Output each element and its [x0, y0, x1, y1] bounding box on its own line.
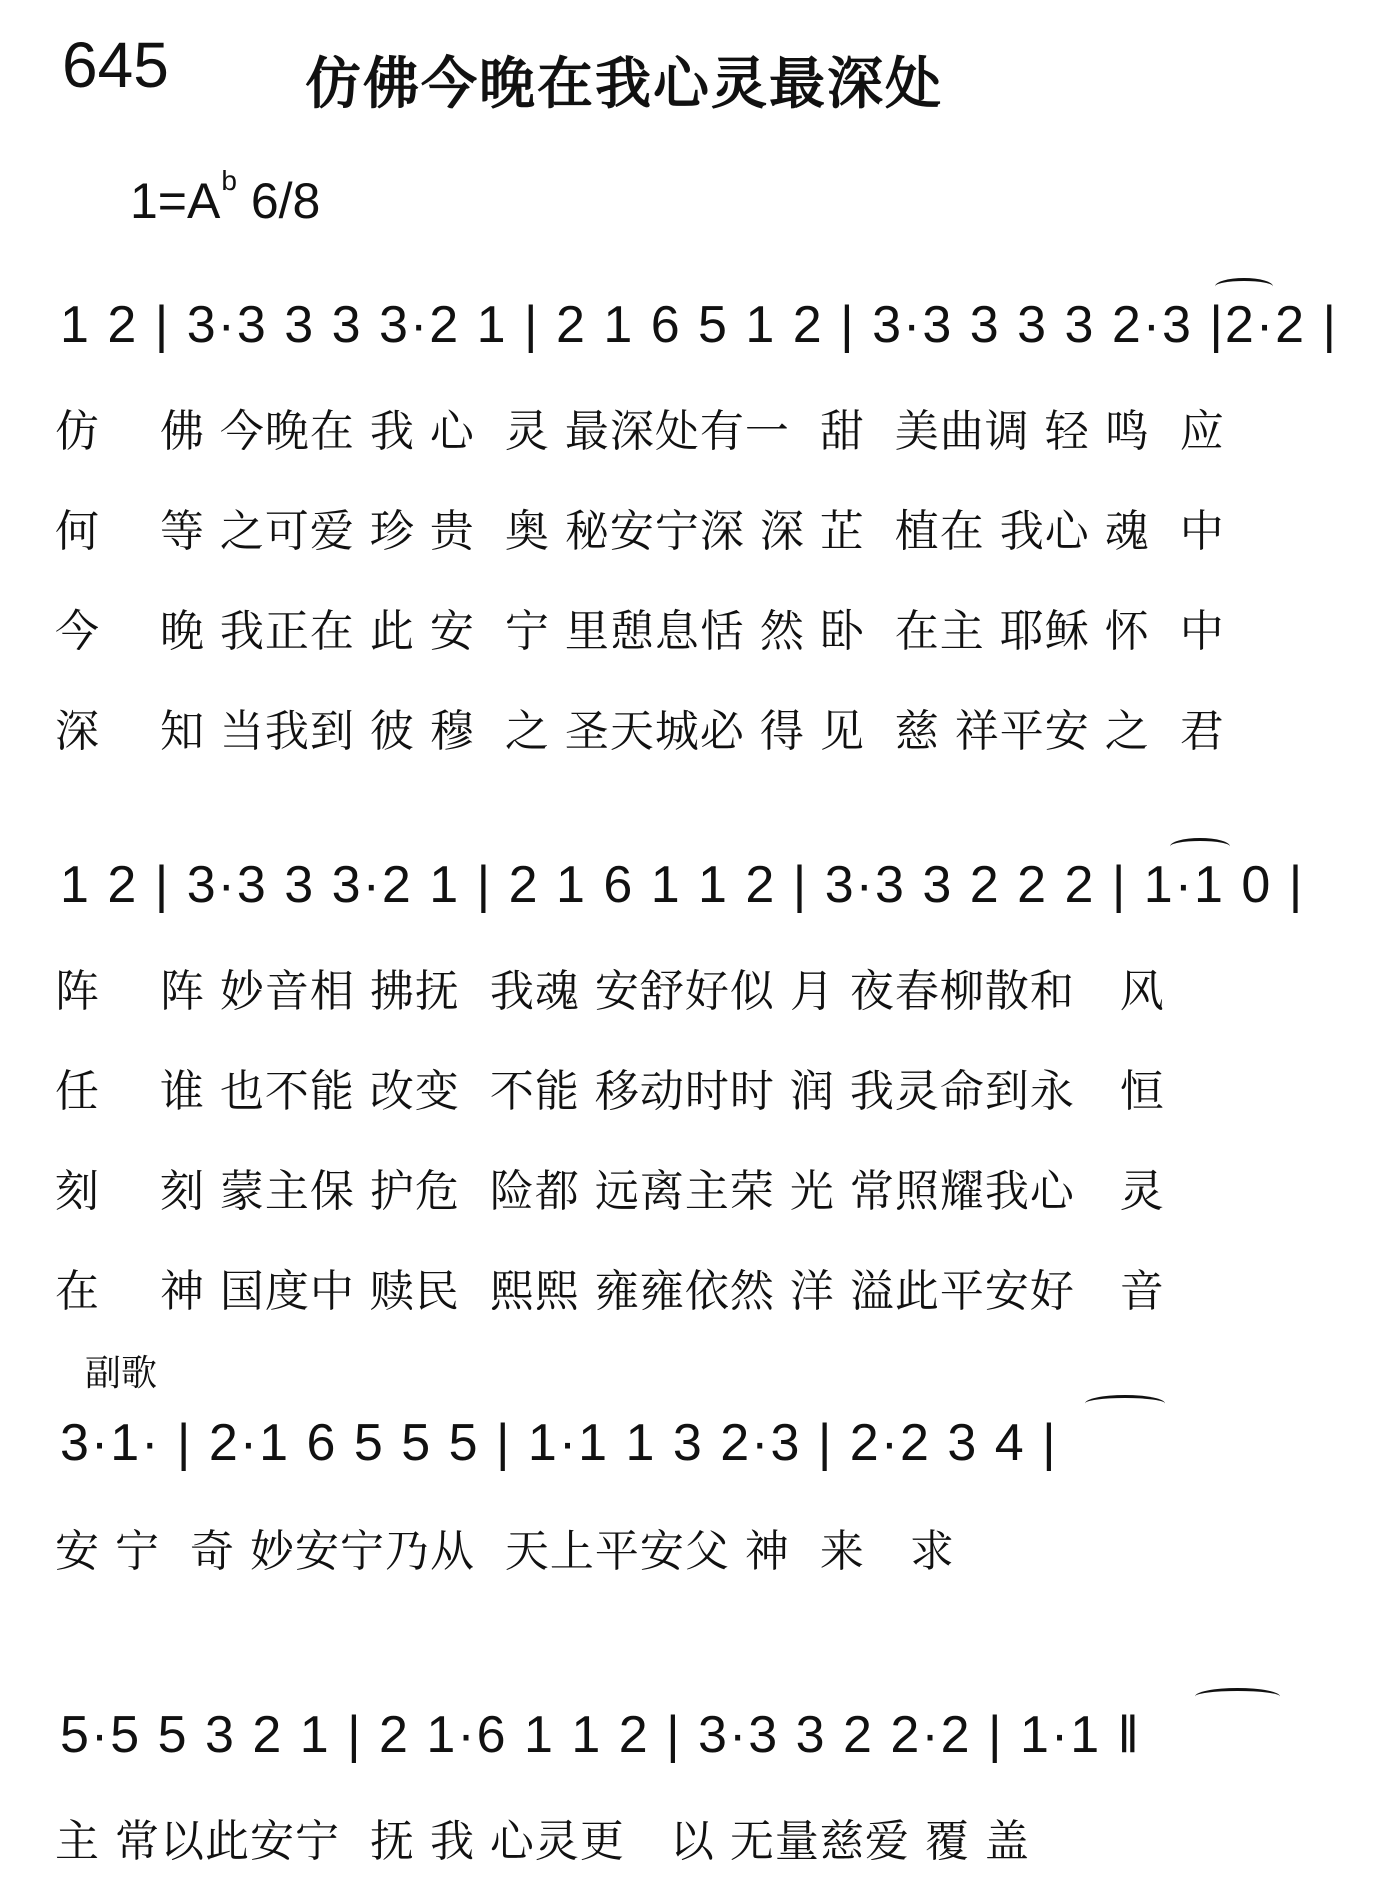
lyric-line-1-4: 深 知 当我到 彼 穆 之 圣天城必 得 见 慈 祥平安 之 君: [55, 706, 1225, 757]
notation-line-chorus-2: 5·5 5 3 2 1 | 2 1·6 1 1 2 | 3·3 3 2 2·2 | 1·1 ‖: [60, 1706, 1142, 1764]
notation-line-1: 1 2 | 3·3 3 3 3·2 1 | 2 1 6 5 1 2 | 3·3 3 3 3 2·3 |2·2 |: [60, 296, 1339, 354]
time-signature: 6/8: [236, 173, 321, 229]
tie-mark: [1170, 838, 1230, 855]
tie-mark: [1085, 1395, 1165, 1412]
key-label: 1=A: [130, 173, 221, 229]
lyric-line-1-2: 何 等 之可爱 珍 贵 奥 秘安宁深 深 芷 植在 我心 魂 中: [55, 506, 1225, 557]
lyric-line-2-1: 阵 阵 妙音相 拂抚 我魂 安舒好似 月 夜春柳散和 风: [55, 966, 1165, 1017]
hymn-number: 645: [62, 29, 169, 101]
lyric-line-1-3: 今 晚 我正在 此 安 宁 里憩息恬 然 卧 在主 耶稣 怀 中: [55, 606, 1225, 657]
key-flat: b: [221, 165, 237, 196]
notation-line-2: 1 2 | 3·3 3 3·2 1 | 2 1 6 1 1 2 | 3·3 3 2 2 2 | 1·1 0 |: [60, 856, 1305, 914]
lyric-line-chorus-1: 安 宁 奇 妙安宁乃从 天上平安父 神 来 求: [55, 1526, 955, 1577]
key-signature: [130, 165, 320, 230]
lyric-line-2-2: 任 谁 也不能 改变 不能 移动时时 润 我灵命到永 恒: [55, 1066, 1165, 1117]
lyric-line-chorus-2: 主 常以此安宁 抚 我 心灵更 以 无量慈爱 覆 盖: [55, 1816, 1030, 1867]
lyric-line-2-3: 刻 刻 蒙主保 护危 险都 远离主荣 光 常照耀我心 灵: [55, 1166, 1165, 1217]
lyric-line-2-4: 在 神 国度中 赎民 熙熙 雍雍依然 洋 溢此平安好 音: [55, 1266, 1165, 1317]
lyric-line-1-1: 仿 佛 今晚在 我 心 灵 最深处有一 甜 美曲调 轻 鸣 应: [55, 406, 1225, 457]
tie-mark: [1215, 278, 1273, 295]
notation-line-chorus-1: 3·1· | 2·1 6 5 5 5 | 1·1 1 3 2·3 | 2·2 3 4 |: [60, 1414, 1058, 1472]
hymn-title: 仿佛今晚在我心灵最深处: [305, 52, 943, 117]
tie-mark: [1195, 1688, 1280, 1705]
chorus-label: 副歌: [85, 1353, 158, 1394]
